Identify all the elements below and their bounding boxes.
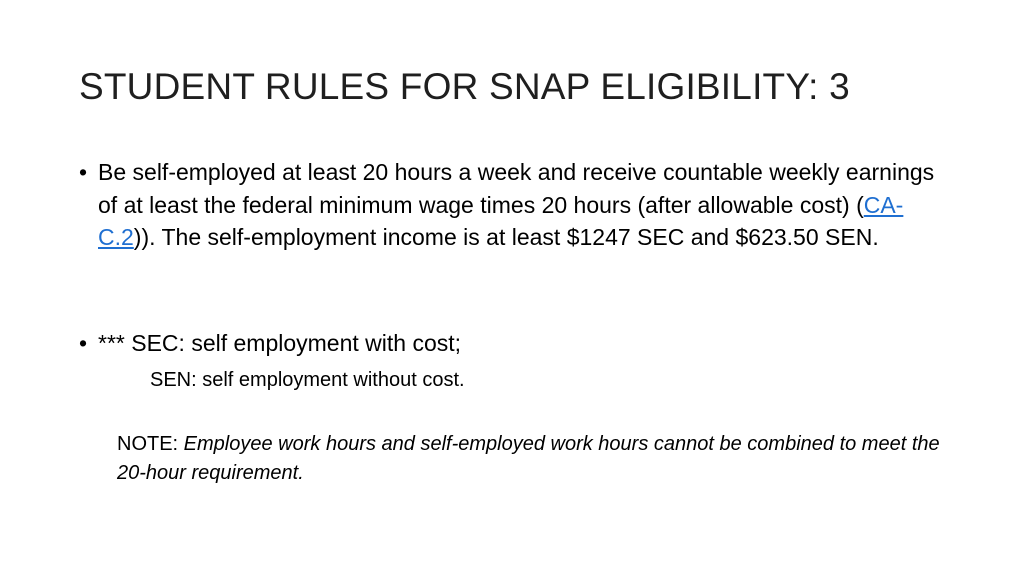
sec-definition: *** SEC: self employment with cost; [98,330,462,356]
bullet-definitions [79,327,959,360]
sen-definition: SEN: self employment without cost. [150,369,465,391]
note-paragraph [117,430,967,488]
slide-title: STUDENT RULES FOR SNAP ELIGIBILITY: 3 [79,66,850,107]
bullet-text-part: Be self-employed at least 20 hours a week and receive countable weekly earnings of at least the federal minimum wage times 20 hours (after allowable cost) ( [98,159,935,218]
note-text: Employee work hours and self-employed work hours cannot be combined to meet the 20-hour requirement. [117,433,940,484]
bullet-text [98,156,959,254]
bullet-icon: • [79,159,88,185]
bullet-self-employed [79,156,959,254]
ca-c2-link[interactable]: CA-C.2 [98,191,904,250]
bullet-text-part: )). The self-employment income is at least $1247 SEC and $623.50 SEN. [133,224,879,250]
bullet-icon: • [79,330,88,356]
note-label: NOTE: [117,433,184,455]
